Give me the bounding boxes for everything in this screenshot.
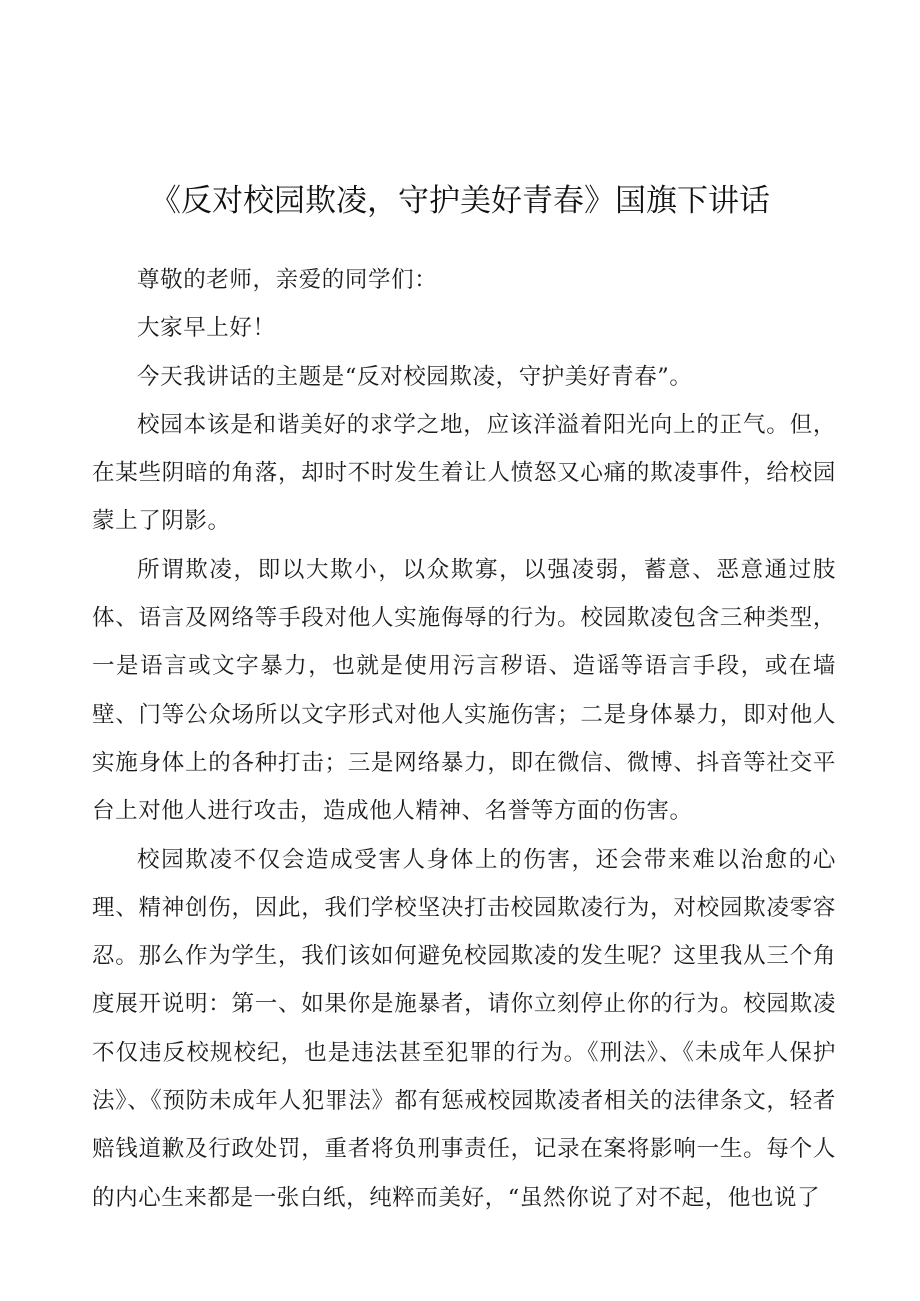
paragraph-salutation: 尊敬的老师，亲爱的同学们： <box>137 267 438 293</box>
document-body <box>92 256 836 1222</box>
paragraph-campus: 校园本该是和谐美好的求学之地，应该洋溢着阳光向上的正气。但，在某些阴暗的角落，却时不时发生着让人愤怒又心痛的欺凌事件，给校园蒙上了阴影。 <box>92 411 836 535</box>
paragraph-harm: 校园欺凌不仅会造成受害人身体上的伤害，还会带来难以治愈的心理、精神创伤，因此，我们学校坚决打击校园欺凌行为，对校园欺凌零容忍。那么作为学生，我们该如何避免校园欺凌的发生呢？这里我从三个角度展开说明：第一、如果你是施暴者，请你立刻停止你的行为。校园欺凌不仅违反校规校纪，也是违法甚至犯罪的行为。《刑法》、《未成年人保护法》、《预防未成年人犯罪法》都有惩戒校园欺凌者相关的法律条文，轻者赔钱道歉及行政处罚，重者将负刑事责任，记录在案将影响一生。每个人的内心生来都是一张白纸，纯粹而美好，“虽然你说了对不起，他也说了 <box>92 846 836 1211</box>
document-title: 《反对校园欺凌，守护美好青春》国旗下讲话 <box>150 182 770 219</box>
paragraph-topic: 今天我讲话的主题是“反对校园欺凌，守护美好青春”。 <box>137 363 693 390</box>
paragraph-definition: 所谓欺凌，即以大欺小，以众欺寡，以强凌弱，蓄意、恶意通过肢体、语言及网络等手段对他人实施侮辱的行为。校园欺凌包含三种类型，一是语言或文字暴力，也就是使用污言秽语、造谣等语言手段，或在墙壁、门等公众场所以文字形式对他人实施伤害；二是身体暴力，即对他人实施身体上的各种打击；三是网络暴力，即在微信、微博、抖音等社交平台上对他人进行攻击，造成他人精神、名誉等方面的伤害。 <box>92 556 836 825</box>
paragraph-greeting: 大家早上好！ <box>137 315 276 342</box>
